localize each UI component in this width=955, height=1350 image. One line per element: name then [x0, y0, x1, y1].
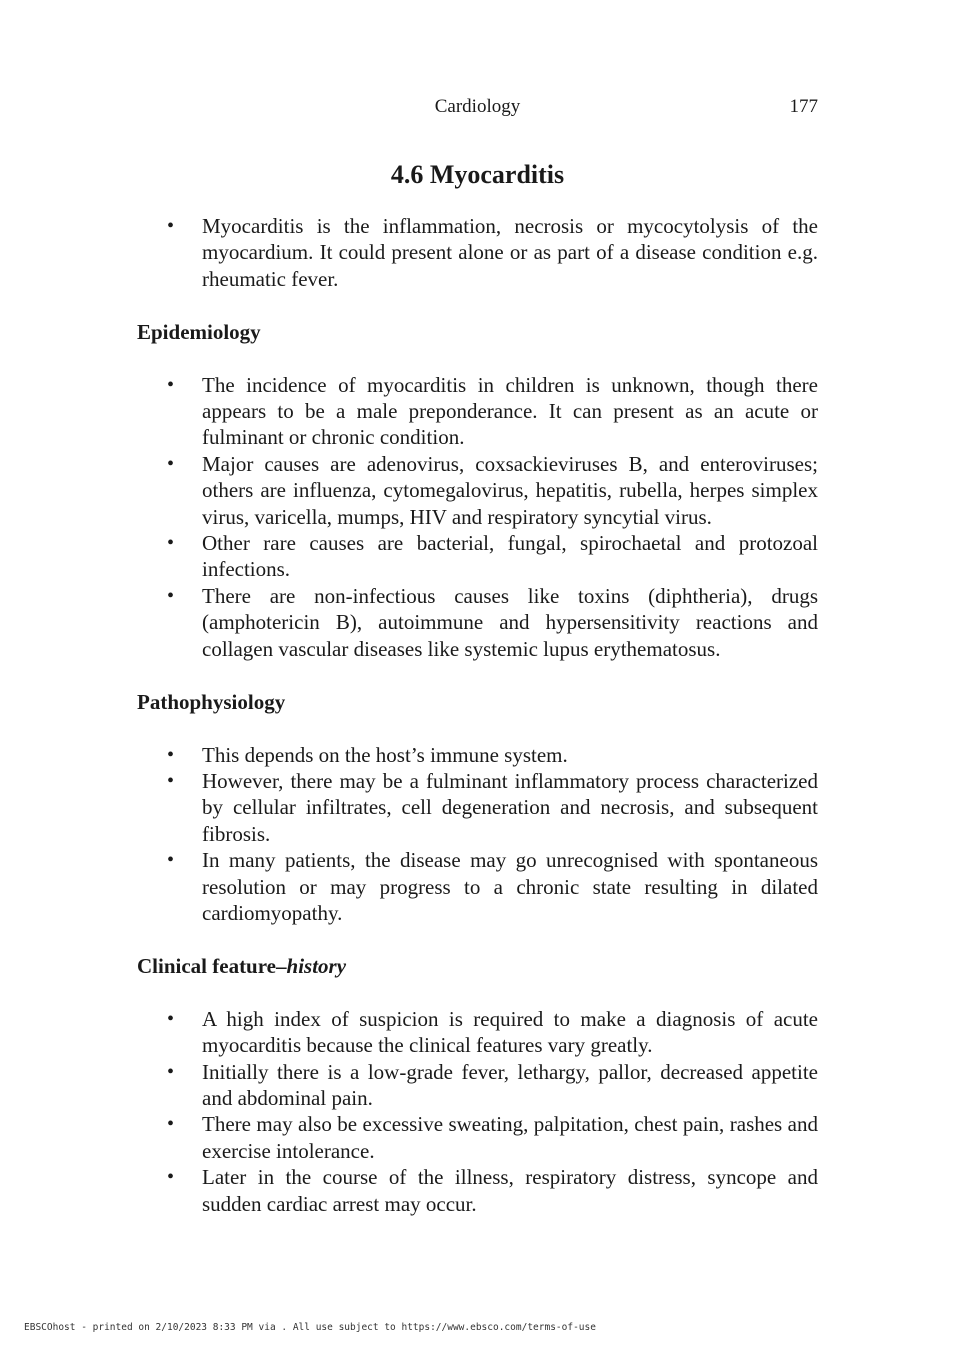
- bullet-icon: •: [167, 1007, 175, 1030]
- list-item: [137, 1006, 818, 1059]
- heading-clinical-feature-main: Clinical feature–: [137, 954, 287, 979]
- list-item-text: A high index of suspicion is required to make a diagnosis of acute myocarditis because the clinical features vary greatly.: [202, 1006, 818, 1058]
- heading-clinical-feature: [137, 953, 818, 979]
- list-item-text: There may also be excessive sweating, palpitation, chest pain, rashes and exercise intolerance.: [202, 1112, 818, 1163]
- bullet-icon: •: [167, 849, 175, 872]
- list-item: [137, 847, 818, 926]
- bullet-icon: •: [167, 373, 175, 396]
- epidemiology-list: [137, 372, 818, 662]
- bullet-icon: •: [167, 769, 175, 792]
- list-item-text: There are non-infectious causes like toxins (diphtheria), drugs (amphotericin B), autoimmune and hypersensitivity reactions and collagen vascular diseases like systemic lupus erythematosus.: [202, 583, 818, 661]
- bullet-icon: •: [167, 215, 175, 237]
- page-number: 177: [789, 96, 818, 117]
- pathophysiology-list: [137, 742, 818, 927]
- running-header-section: Cardiology: [434, 96, 521, 117]
- list-item-text: The incidence of myocarditis in children is unknown, though there appears to be a male preponderance. It can present as an acute or fulminant or chronic condition.: [202, 372, 818, 450]
- list-item-text: Initially there is a low-grade fever, lethargy, pallor, decreased appetite and abdominal pain.: [202, 1059, 818, 1110]
- list-item: [137, 1059, 818, 1112]
- bullet-icon: •: [167, 1166, 175, 1189]
- heading-epidemiology: Epidemiology: [137, 320, 261, 345]
- list-item-text: Myocarditis is the inflammation, necrosis or mycocytolysis of the myocardium. It could present alone or as part of a disease condition e.g. rheumatic fever.: [202, 214, 818, 291]
- list-item-text: Other rare causes are bacterial, fungal, spirochaetal and protozoal infections.: [202, 531, 818, 582]
- list-item-text: In many patients, the disease may go unrecognised with spontaneous resolution or may progress to a chronic state resulting in dilated cardiomyopathy.: [202, 848, 818, 925]
- list-item-text: This depends on the host’s immune system.: [202, 742, 568, 767]
- running-header: [0, 96, 955, 122]
- list-item: [137, 583, 818, 662]
- list-item-text: Major causes are adenovirus, coxsackieviruses B, and enteroviruses; others are influenza, cytomegalovirus, hepatitis, rubella, herpes simplex virus, varicella, mumps, HIV and respiratory syncytial virus.: [202, 451, 818, 529]
- list-item: [137, 451, 818, 530]
- heading-pathophysiology: Pathophysiology: [137, 690, 286, 715]
- page-body: [137, 213, 818, 1217]
- list-item: [137, 372, 818, 451]
- list-item-text: However, there may be a fulminant inflammatory process characterized by cellular infiltrates, cell degeneration and necrosis, and subsequent fibrosis.: [202, 768, 818, 846]
- bullet-icon: •: [167, 532, 175, 555]
- ebsco-footer: EBSCOhost - printed on 2/10/2023 8:33 PM via . All use subject to https://www.ebsco.com/terms-of-use: [24, 1322, 596, 1333]
- clinical-list: [137, 1006, 818, 1217]
- list-item: [137, 768, 818, 847]
- intro-list: [137, 213, 818, 292]
- bullet-icon: •: [167, 743, 175, 766]
- list-item: [137, 742, 818, 768]
- list-item: [137, 530, 818, 583]
- list-item: [137, 213, 818, 292]
- list-item-text: Later in the course of the illness, respiratory distress, syncope and sudden cardiac arrest may occur.: [202, 1165, 818, 1216]
- heading-clinical-feature-italic: history: [286, 954, 347, 979]
- bullet-icon: •: [167, 452, 175, 475]
- list-item: [137, 1111, 818, 1164]
- list-item: [137, 1164, 818, 1217]
- bullet-icon: •: [167, 1113, 175, 1136]
- page-title: 4.6 Myocarditis: [390, 160, 565, 189]
- bullet-icon: •: [167, 584, 175, 607]
- bullet-icon: •: [167, 1060, 175, 1083]
